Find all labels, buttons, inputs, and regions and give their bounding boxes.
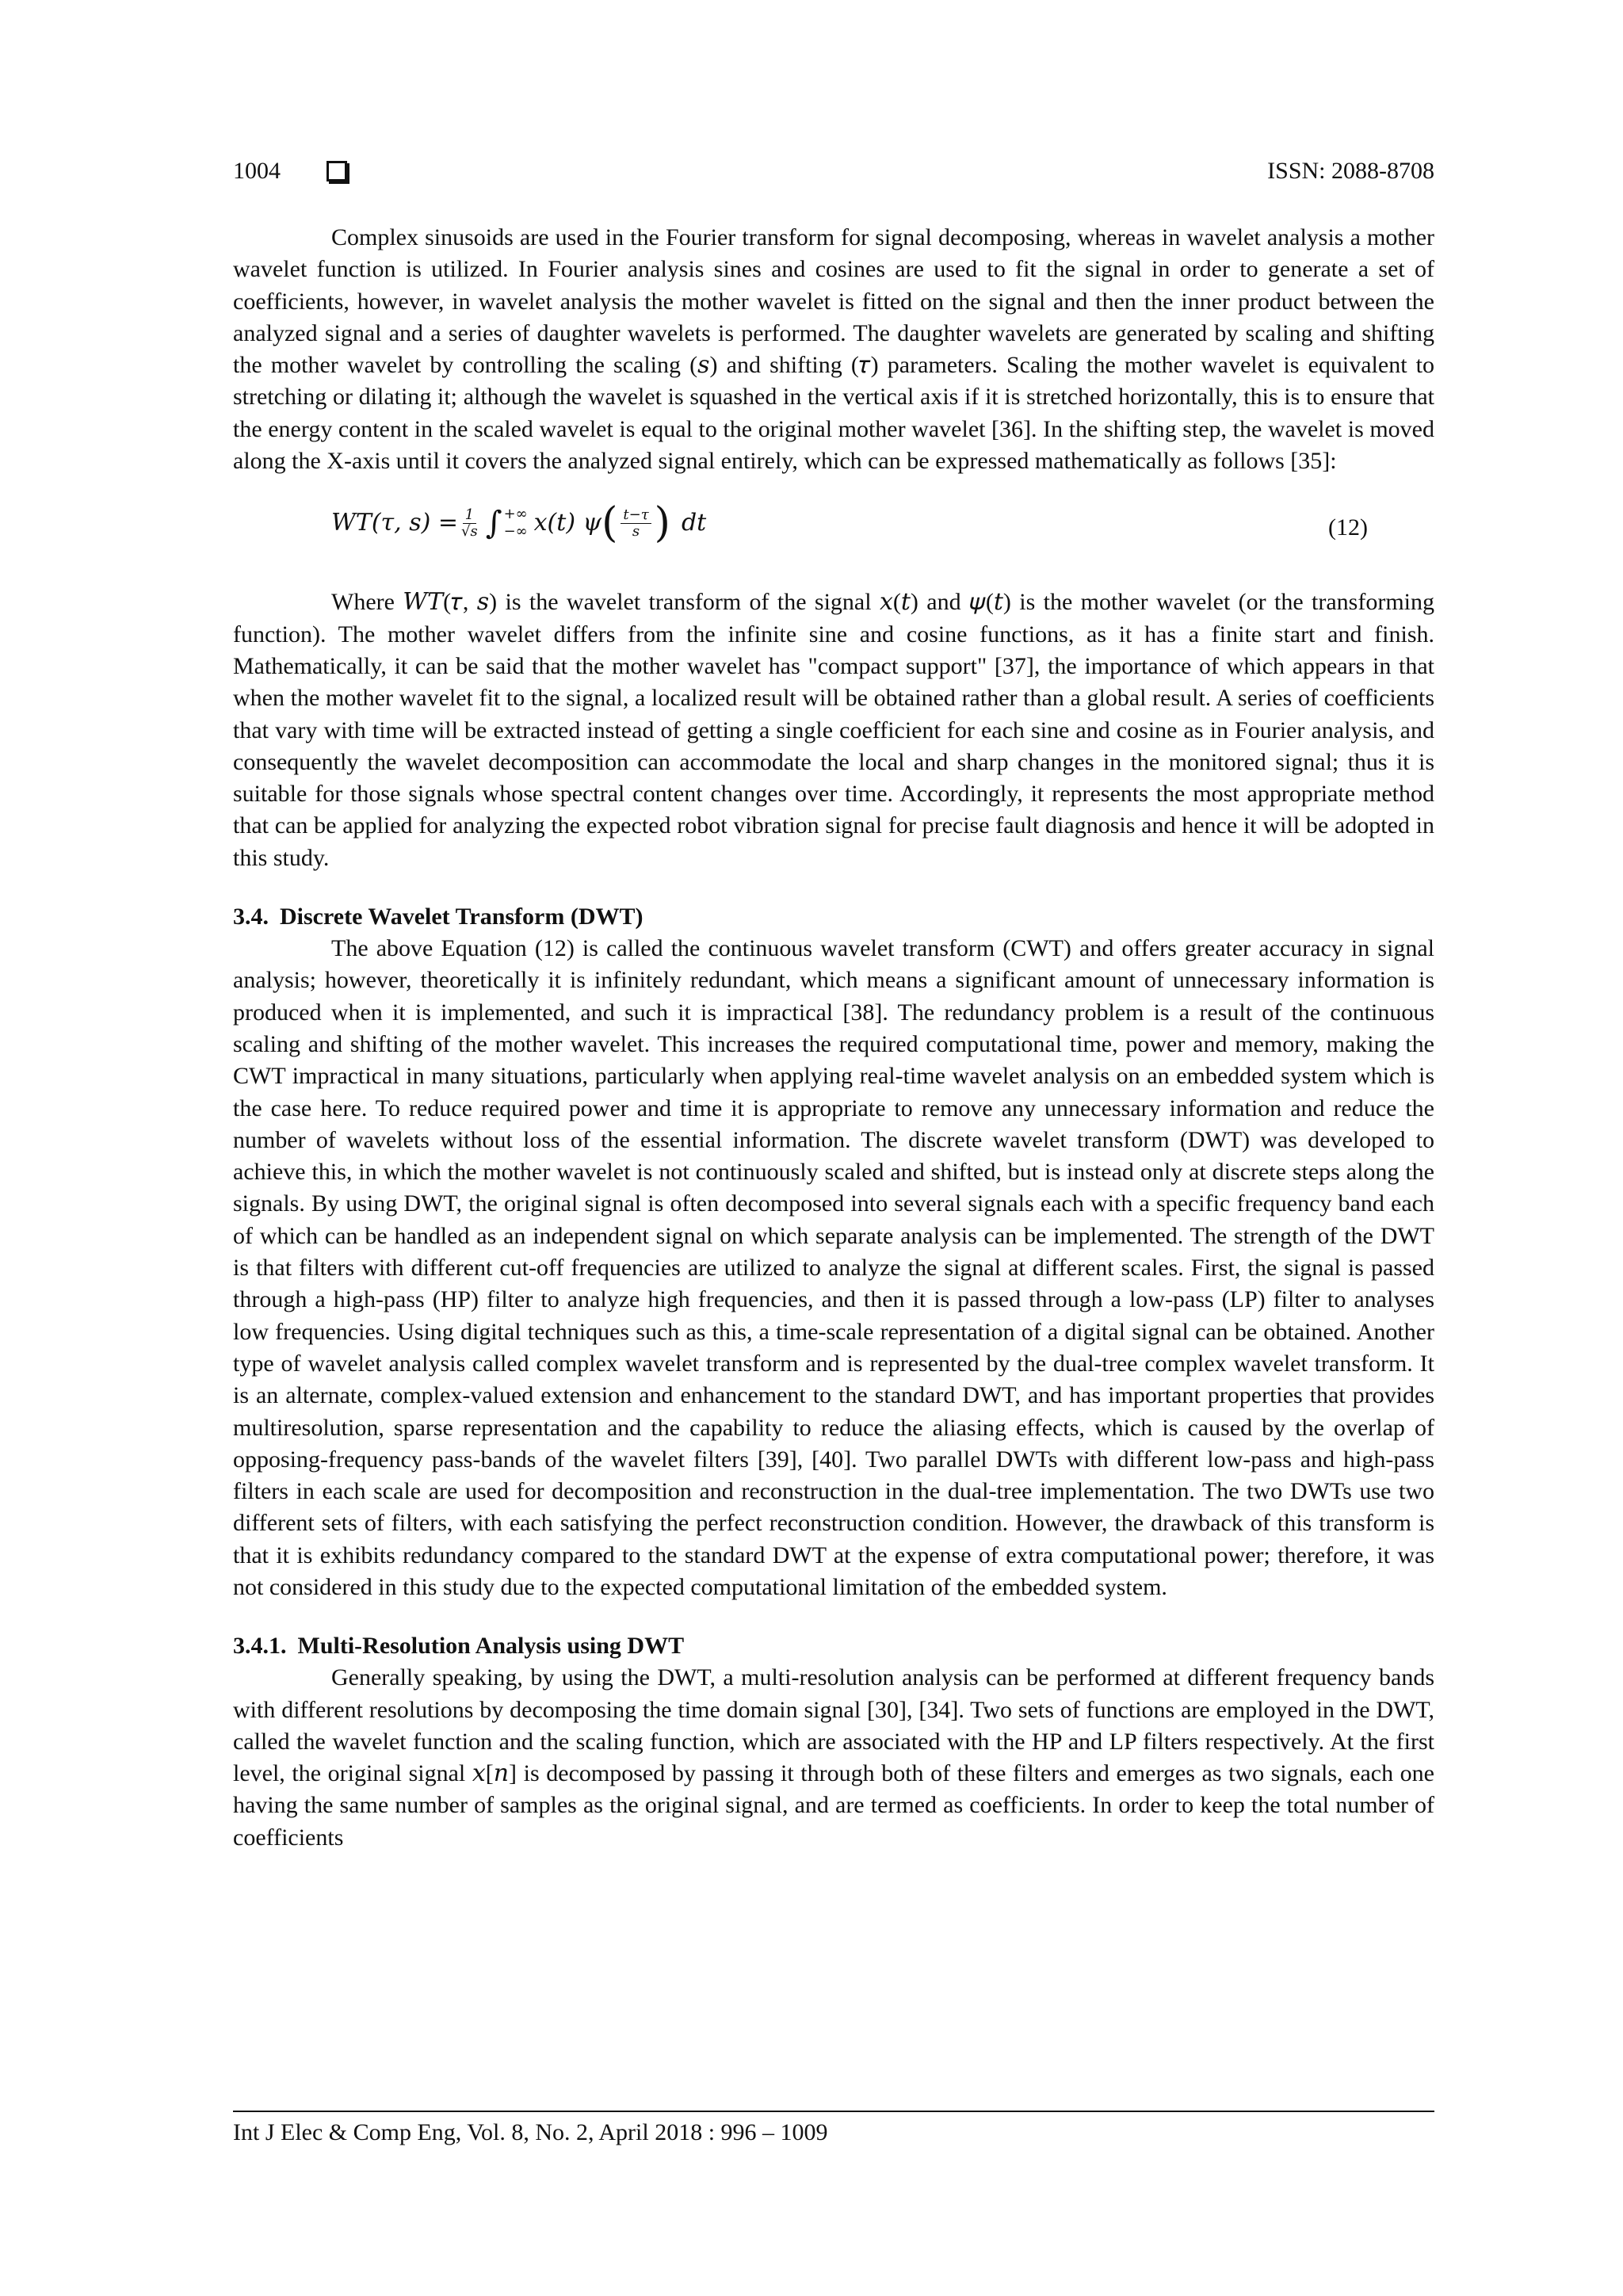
integrand: x(t) ψ: [533, 509, 602, 537]
body-paragraph: Where 𝑊𝑇(𝜏, 𝑠) is the wavelet transform of the signal 𝑥(𝑡) and 𝜓(𝑡) is the mother wavelet (or the transforming function). The mother wavelet differs from the infinite sine and cosine functions, as it has a finite start and finish. Mathematically, it can be said that the mother wavelet has "compact support" [37], the importance of which appears in that when the mother wavelet fit to the signal, a localized result will be obtained rather than a global result. A series of coefficients that vary with time will be extracted instead of getting a single coefficient for each sine and cosine as in Fourier analysis, and consequently the wavelet decomposition can accommodate the local and sharp changes in the monitored signal; thus it is suitable for those signals whose spectral content changes over time. Accordingly, it represents the most appropriate method that can be applied for analyzing the expected robot vibration signal for precise fault diagnosis and hence it will be adopted in this study.: [233, 589, 1434, 871]
integral-limits: [504, 506, 528, 541]
argument-fraction: [621, 507, 651, 540]
section-number: 3.4.: [233, 904, 269, 930]
square-bullet-icon: [327, 161, 347, 181]
journal-issn: ISSN: 2088-8708: [1267, 158, 1434, 184]
page-body: [233, 222, 1434, 1854]
equation-lhs: WT(τ, s) =: [331, 509, 458, 537]
subsection-heading: [233, 1630, 1434, 1662]
subsection-title: Multi-Resolution Analysis using DWT: [297, 1633, 685, 1660]
fraction-numerator: 1: [463, 507, 476, 524]
equation-formula: [331, 499, 707, 548]
page-number: 1004: [233, 158, 281, 184]
differential: dt: [681, 509, 707, 537]
equation-12: [233, 496, 1434, 567]
lower-limit: −∞: [503, 523, 528, 541]
right-paren: ): [654, 499, 670, 548]
body-paragraph: The above Equation (12) is called the continuous wavelet transform (CWT) and offers greater accuracy in signal analysis; however, theoretically it is infinitely redundant, which means a significant amount of unnecessary information is produced when it is implemented, and such it is impractical [38]. The redundancy problem is a result of the continuous scaling and shifting of the mother wavelet. This increases the required computational time, power and memory, making the CWT impractical in many situations, particularly when applying real-time wavelet analysis on an embedded system which is the case here. To reduce required power and time it is appropriate to remove any unnecessary information and reduce the number of wavelets without loss of the essential information. The discrete wavelet transform (DWT) was developed to achieve this, in which the mother wavelet is not continuously scaled and shifted, but is instead only at discrete steps along the signals. By using DWT, the original signal is often decomposed into several signals each with a specific frequency band each of which can be handled as an independent signal on which separate analysis can be implemented. The strength of the DWT is that filters with different cut-off frequencies are utilized to analyze the signal at different scales. First, the signal is passed through a high-pass (HP) filter to analyze high frequencies, and then it is passed through a low-pass (LP) filter to analyses low frequencies. Using digital techniques such as this, a time-scale representation of a digital signal can be obtained. Another type of wavelet analysis called complex wavelet transform and is represented by the dual-tree complex wavelet transform. It is an alternate, complex-valued extension and enhancement to the standard DWT, and has important properties that provides multiresolution, sparse representation and the capability to reduce the aliasing effects, which is caused by the overlap of opposing-frequency pass-bands of the wavelet filters [39], [40]. Two parallel DWTs with different low-pass and high-pass filters in each scale are used for decomposition and reconstruction in the dual-tree implementation. The two DWTs use two different sets of filters, with each satisfying the perfect reconstruction condition. However, the drawback of this transform is that it is exhibits redundancy compared to the standard DWT at the expense of extra computational power; therefore, it was not considered in this study due to the expected computational limitation of the embedded system.: [233, 935, 1434, 1600]
body-paragraph: Complex sinusoids are used in the Fourier transform for signal decomposing, whereas in wavelet analysis a mother wavelet function is utilized. In Fourier analysis sines and cosines are used to fit the signal in order to generate a set of coefficients, however, in wavelet analysis the mother wavelet is fitted on the signal and then the inner product between the analyzed signal and a series of daughter wavelets is performed. The daughter wavelets are generated by scaling and shifting the mother wavelet by controlling the scaling (𝑠) and shifting (𝜏) parameters. Scaling the mother wavelet is equivalent to stretching or dilating it; although the wavelet is squashed in the vertical axis if it is stretched horizontally, this is to ensure that the energy content in the scaled wavelet is equal to the original mother wavelet [36]. In the shifting step, the wavelet is moved along the X-axis until it covers the analyzed signal entirely, which can be expressed mathematically as follows [35]:: [233, 224, 1434, 475]
journal-citation: Int J Elec & Comp Eng, Vol. 8, No. 2, April 2018 : 996 – 1009: [233, 2119, 828, 2145]
equation-number: (12): [1328, 514, 1368, 541]
page-header: [233, 155, 1434, 187]
fraction-denominator: √s: [461, 522, 478, 540]
left-paren: (: [601, 499, 618, 548]
upper-limit: +∞: [503, 506, 528, 523]
section-title: Discrete Wavelet Transform (DWT): [280, 904, 643, 930]
argument-denominator: s: [632, 522, 640, 540]
page-footer: [233, 2111, 1434, 2149]
integral-sign: ∫: [485, 505, 502, 542]
body-paragraph: Generally speaking, by using the DWT, a multi-resolution analysis can be performed at different frequency bands with different resolutions by decomposing the time domain signal [30], [34]. Two sets of functions are employed in the DWT, called the wavelet function and the scaling function, which are associated with the HP and LP filters respectively. At the first level, the original signal 𝑥[𝑛] is decomposed by passing it through both of these filters and emerges as two signals, each one having the same number of samples as the original signal, and are termed as coefficients. In order to keep the total number of coefficients: [233, 1664, 1434, 1851]
section-heading: [233, 901, 1434, 933]
normalization-fraction: [461, 507, 478, 540]
subsection-number: 3.4.1.: [233, 1633, 287, 1660]
argument-numerator: t−τ: [621, 507, 651, 524]
